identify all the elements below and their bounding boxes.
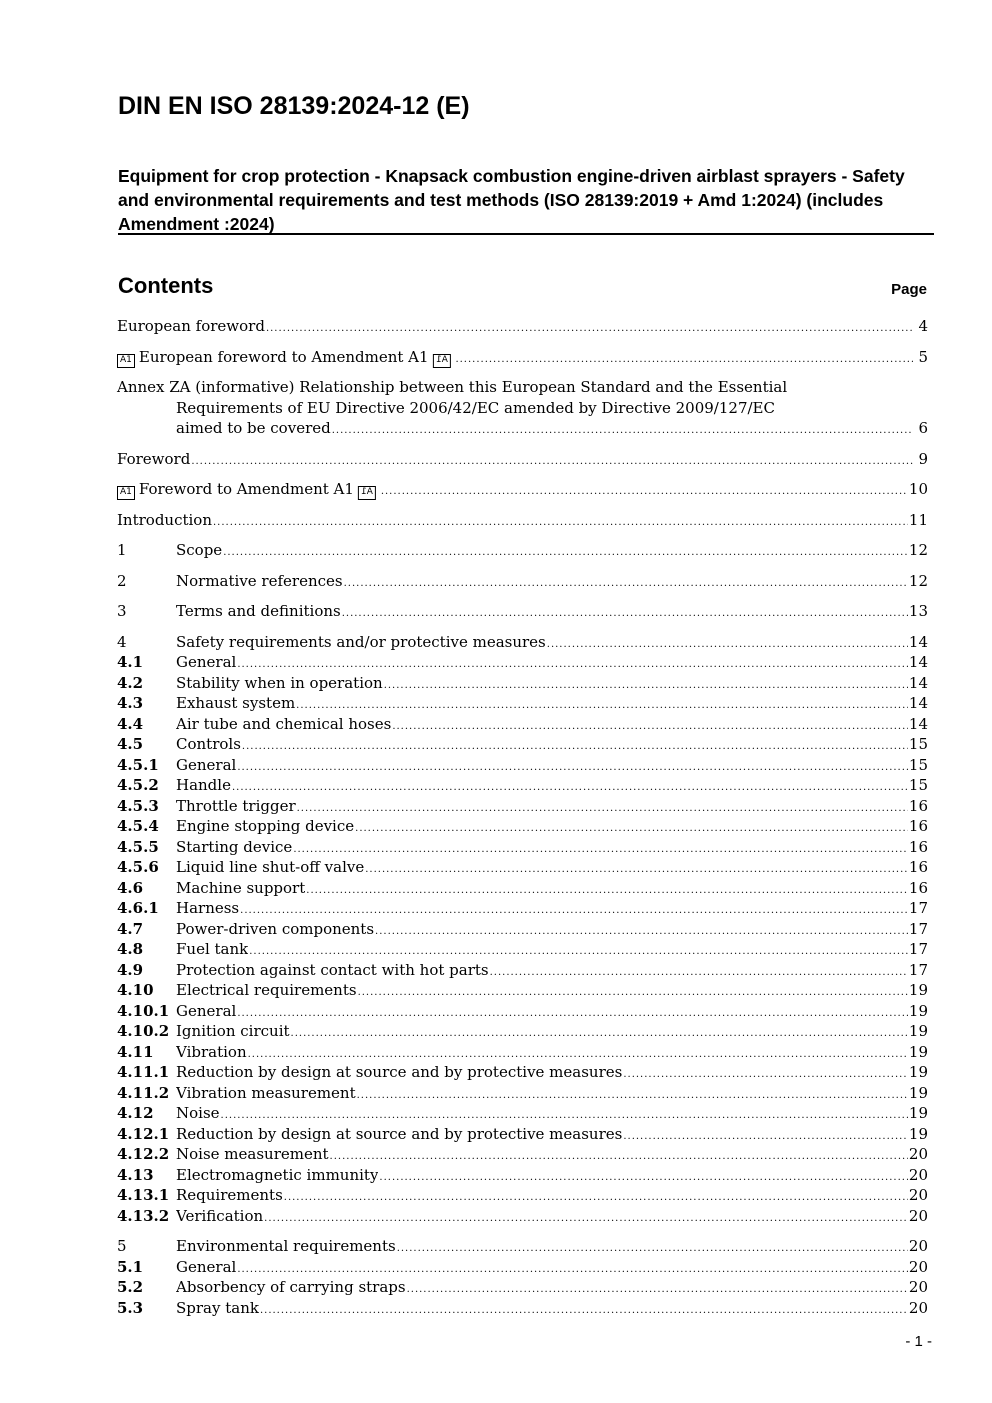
toc-entry-page: 10 <box>908 480 928 498</box>
toc-entry-annex-za[interactable] <box>117 377 928 439</box>
toc-entry-section-4-3[interactable] <box>117 693 928 714</box>
toc-entry-page: 13 <box>908 602 928 620</box>
section-number: 1 <box>117 541 127 559</box>
toc-entry-european-foreword[interactable] <box>117 316 928 337</box>
section-number: 4.10.2 <box>117 1022 170 1040</box>
toc-entry-section-4-8[interactable] <box>117 939 928 960</box>
toc-entry-page: 16 <box>908 858 928 876</box>
toc-entry-title: Reduction by design at source and by protective measures <box>176 1063 623 1081</box>
section-number: 4.13 <box>117 1165 154 1184</box>
toc-entry-page: 17 <box>908 899 928 917</box>
section-number: 4.5.3 <box>117 796 159 815</box>
toc-entry-section-4-10-2[interactable] <box>117 1021 928 1042</box>
toc-entry-title: Starting device <box>176 837 293 856</box>
toc-entry-title: Handle <box>176 776 231 794</box>
toc-entry-section-4-12-2[interactable] <box>117 1144 928 1165</box>
section-number: 4.9 <box>117 960 144 979</box>
toc-entry-section-4-12[interactable] <box>117 1103 928 1124</box>
section-number: 5.1 <box>117 1257 144 1276</box>
toc-entry-foreword[interactable] <box>117 449 928 470</box>
toc-entry-page: 16 <box>908 796 928 815</box>
toc-entry-title: General <box>176 1001 237 1020</box>
toc-entry-section-4-5-3[interactable] <box>117 796 928 817</box>
section-number: 4.6.1 <box>117 899 159 917</box>
dot-leader <box>381 479 908 503</box>
toc-entry-title: Vibration measurement <box>176 1083 356 1102</box>
toc-entry-title: Reduction by design at source and by protective measures <box>176 1124 623 1143</box>
toc-entry-page: 20 <box>908 1186 928 1204</box>
toc-entry-section-4-5-1[interactable] <box>117 755 928 776</box>
toc-entry-title: Noise measurement <box>176 1145 329 1163</box>
toc-entry-section-4-13-1[interactable] <box>117 1185 928 1206</box>
toc-entry-section-3[interactable] <box>117 601 928 622</box>
toc-entry-section-4-5-6[interactable] <box>117 857 928 878</box>
amendment-end-marker-icon: A1 <box>433 354 451 368</box>
toc-entry-page: 5 <box>918 347 928 366</box>
contents-heading: Contents <box>118 273 214 298</box>
toc-entry-page: 19 <box>908 1124 928 1143</box>
toc-entry-section-5-2[interactable] <box>117 1277 928 1298</box>
toc-entry-title: General <box>176 755 237 774</box>
toc-entry-section-4[interactable] <box>117 632 928 653</box>
toc-entry-title-line-3: aimed to be covered <box>176 419 331 437</box>
toc-entry-page: 19 <box>908 1042 928 1061</box>
toc-entry-section-4-5[interactable] <box>117 734 928 755</box>
toc-entry-page: 6 <box>918 419 928 437</box>
toc-entry-title: European foreword to Amendment A1 <box>138 347 429 366</box>
toc-entry-title: European foreword <box>117 317 265 335</box>
toc-entry-section-4-2[interactable] <box>117 673 928 694</box>
toc-entry-title: Safety requirements and/or protective measures <box>176 632 546 651</box>
toc-entry-section-2[interactable] <box>117 571 928 592</box>
toc-entry-title: Fuel tank <box>176 940 249 958</box>
toc-entry-page: 19 <box>908 1104 928 1122</box>
toc-entry-page: 20 <box>908 1278 928 1296</box>
toc-entry-section-4-1[interactable] <box>117 652 928 673</box>
toc-entry-section-4-11-1[interactable] <box>117 1062 928 1083</box>
toc-entry-page: 17 <box>908 940 928 958</box>
toc-entry-page: 16 <box>908 817 928 835</box>
toc-entry-page: 20 <box>908 1145 928 1163</box>
toc-entry-page: 17 <box>908 960 928 979</box>
section-number: 4.2 <box>117 673 144 692</box>
section-number: 4.5.6 <box>117 858 159 876</box>
dot-leader <box>332 418 913 442</box>
toc-entry-section-4-7[interactable] <box>117 919 928 940</box>
toc-entry-title: Electromagnetic immunity <box>176 1165 379 1184</box>
toc-entry-section-4-5-4[interactable] <box>117 816 928 837</box>
toc-entry-page: 16 <box>908 878 928 897</box>
toc-entry-title: Spray tank <box>176 1298 259 1317</box>
toc-entry-page: 19 <box>908 1063 928 1081</box>
section-number: 4.11.1 <box>117 1063 170 1081</box>
toc-entry-title: Introduction <box>117 510 212 529</box>
dot-leader <box>342 601 908 625</box>
amendment-start-marker-icon: A1 <box>117 486 135 500</box>
toc-section-list <box>117 540 928 1318</box>
toc-entry-title: Terms and definitions <box>176 602 341 620</box>
dot-leader <box>264 1206 908 1230</box>
section-number: 4.12.2 <box>117 1145 170 1163</box>
toc-entry-page: 19 <box>908 1083 928 1102</box>
toc-entry-title: Scope <box>176 541 223 559</box>
toc-entry-european-foreword-a1[interactable] <box>117 347 928 368</box>
section-number: 4 <box>117 632 127 651</box>
toc-entry-title: Ignition circuit <box>176 1022 290 1040</box>
document-id: DIN EN ISO 28139:2024-12 (E) <box>118 92 470 120</box>
section-number: 4.12.1 <box>117 1124 170 1143</box>
toc-entry-section-5[interactable] <box>117 1236 928 1257</box>
section-number: 4.11 <box>117 1042 154 1061</box>
toc-entry-section-4-11[interactable] <box>117 1042 928 1063</box>
toc-entry-page: 19 <box>908 981 928 999</box>
title-divider <box>118 233 934 235</box>
toc-entry-page: 20 <box>908 1206 928 1225</box>
toc-entry-title: Machine support <box>176 878 306 897</box>
toc-entry-section-1[interactable] <box>117 540 928 561</box>
section-number: 4.3 <box>117 694 144 712</box>
dot-leader <box>260 1298 908 1322</box>
toc-entry-page: 15 <box>908 776 928 794</box>
section-number: 3 <box>117 602 127 620</box>
toc-entry-page: 19 <box>908 1022 928 1040</box>
toc-entry-annex-za-last-line <box>117 418 928 439</box>
toc-entry-title: Engine stopping device <box>176 817 355 835</box>
section-number: 5.2 <box>117 1278 144 1296</box>
section-number: 4.5.1 <box>117 755 159 774</box>
toc-entry-page: 14 <box>908 653 928 671</box>
toc-entry-section-4-13[interactable] <box>117 1165 928 1186</box>
toc-entry-introduction[interactable] <box>117 510 928 531</box>
toc-entry-title-line-1: Annex ZA (informative) Relationship between this European Standard and the Essential <box>117 378 788 396</box>
toc-entry-section-4-9[interactable] <box>117 960 928 981</box>
toc-entry-title: Electrical requirements <box>176 981 357 999</box>
toc-entry-title: Environmental requirements <box>176 1237 396 1255</box>
dot-leader <box>455 347 913 371</box>
dot-leader <box>344 571 908 595</box>
toc-entry-page: 20 <box>908 1257 928 1276</box>
toc-entry-title: General <box>176 653 237 671</box>
toc-entry-section-4-5-5[interactable] <box>117 837 928 858</box>
toc-entry-section-5-1[interactable] <box>117 1257 928 1278</box>
toc-entry-page: 20 <box>908 1298 928 1317</box>
toc-entry-page: 9 <box>918 449 928 468</box>
amendment-end-marker-icon: A1 <box>358 486 376 500</box>
toc-entry-section-4-13-2[interactable] <box>117 1206 928 1227</box>
section-number: 2 <box>117 571 127 590</box>
section-number: 4.13.2 <box>117 1206 170 1225</box>
dot-leader <box>213 510 908 534</box>
section-number: 4.4 <box>117 714 144 733</box>
toc-entry-title: Stability when in operation <box>176 673 383 692</box>
section-number: 4.5 <box>117 735 144 753</box>
dot-leader <box>223 540 908 564</box>
toc-entry-title: Exhaust system <box>176 694 296 712</box>
toc-entry-page: 14 <box>908 632 928 651</box>
amendment-start-marker-icon: A1 <box>117 354 135 368</box>
toc-entry-title-line-2: Requirements of EU Directive 2006/42/EC amended by Directive 2009/127/EC <box>176 398 775 417</box>
page-number: - 1 - <box>905 1333 932 1350</box>
toc-entry-page: 19 <box>908 1001 928 1020</box>
toc-entry-section-4-6-1[interactable] <box>117 898 928 919</box>
section-number: 4.8 <box>117 940 144 958</box>
toc-entry-title: Power-driven components <box>176 919 375 938</box>
section-number: 4.11.2 <box>117 1083 170 1102</box>
section-number: 5.3 <box>117 1298 144 1317</box>
toc-entry-title: Protection against contact with hot parts <box>176 960 489 979</box>
toc-entry-section-4-10[interactable] <box>117 980 928 1001</box>
dot-leader <box>266 316 913 340</box>
toc-entry-title: Verification <box>176 1206 264 1225</box>
toc-entry-page: 14 <box>908 714 928 733</box>
toc-entry-title: Requirements <box>176 1186 283 1204</box>
section-number: 4.7 <box>117 919 144 938</box>
toc-entry-page: 16 <box>908 837 928 856</box>
section-number: 4.13.1 <box>117 1186 170 1204</box>
toc-entry-section-4-10-1[interactable] <box>117 1001 928 1022</box>
table-of-contents <box>117 316 928 1318</box>
toc-entry-page: 14 <box>908 673 928 692</box>
toc-entry-section-4-5-2[interactable] <box>117 775 928 796</box>
toc-entry-title: Noise <box>176 1104 220 1122</box>
toc-entry-page: 12 <box>908 541 928 559</box>
toc-entry-title: Controls <box>176 735 241 753</box>
toc-entry-title: Air tube and chemical hoses <box>176 714 392 733</box>
section-number: 4.12 <box>117 1104 154 1122</box>
section-number: 4.5.5 <box>117 837 159 856</box>
toc-entry-title: Throttle trigger <box>176 796 296 815</box>
toc-entry-title: Foreword to Amendment A1 <box>138 480 354 498</box>
toc-entry-page: 14 <box>908 694 928 712</box>
toc-entry-section-5-3[interactable] <box>117 1298 928 1319</box>
toc-entry-page: 20 <box>908 1237 928 1255</box>
section-number: 4.6 <box>117 878 144 897</box>
toc-entry-title: Liquid line shut-off valve <box>176 858 365 876</box>
section-number: 5 <box>117 1237 127 1255</box>
toc-entry-page: 4 <box>918 317 928 335</box>
toc-entry-title: Vibration <box>176 1042 247 1061</box>
toc-entry-title: Harness <box>176 899 240 917</box>
toc-entry-section-4-4[interactable] <box>117 714 928 735</box>
dot-leader <box>191 449 913 473</box>
page-column-heading: Page <box>891 281 927 298</box>
toc-entry-section-4-11-2[interactable] <box>117 1083 928 1104</box>
toc-entry-page: 17 <box>908 919 928 938</box>
section-number: 4.5.4 <box>117 817 159 835</box>
toc-entry-page: 15 <box>908 735 928 753</box>
toc-entry-section-4-6[interactable] <box>117 878 928 899</box>
section-number: 4.10 <box>117 981 154 999</box>
section-number: 4.10.1 <box>117 1001 170 1020</box>
toc-entry-page: 20 <box>908 1165 928 1184</box>
toc-entry-page: 12 <box>908 571 928 590</box>
document-title: Equipment for crop protection - Knapsack combustion engine-driven airblast sprayers - Safety and environmental requirements and test methods (ISO 28139:2019 + Amd 1:2024) (includes Amendment :2024) <box>118 166 905 234</box>
toc-entry-foreword-a1[interactable] <box>117 479 928 500</box>
toc-entry-page: 11 <box>908 510 928 529</box>
toc-entry-title: General <box>176 1257 237 1276</box>
toc-entry-page: 15 <box>908 755 928 774</box>
toc-entry-title: Normative references <box>176 571 343 590</box>
section-number: 4.5.2 <box>117 776 159 794</box>
toc-entry-title: Foreword <box>117 449 191 468</box>
toc-entry-section-4-12-1[interactable] <box>117 1124 928 1145</box>
section-number: 4.1 <box>117 653 144 671</box>
toc-entry-title: Absorbency of carrying straps <box>176 1278 406 1296</box>
